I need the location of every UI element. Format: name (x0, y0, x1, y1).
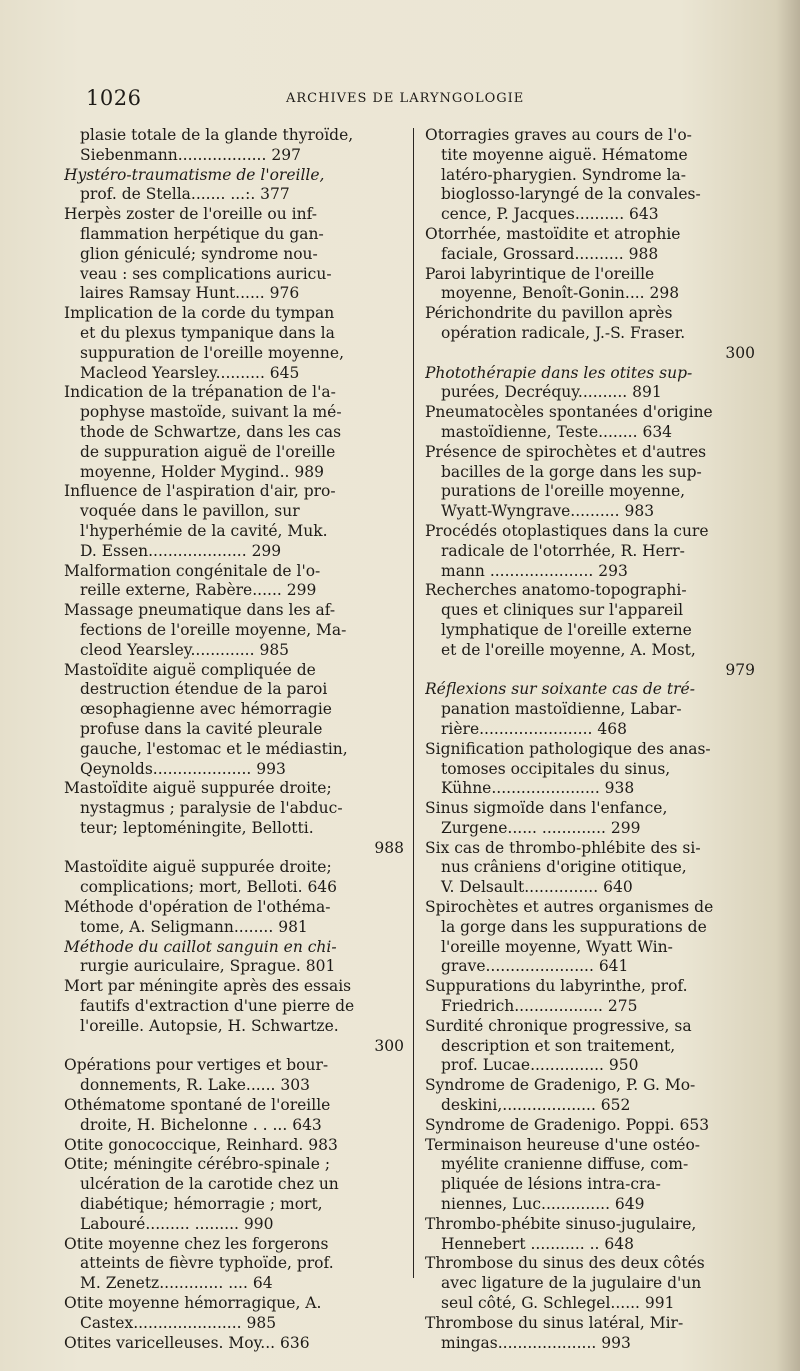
index-line: Implication de la corde du tympan (64, 304, 335, 323)
index-line: Kühne...................... 938 (441, 779, 635, 798)
index-line: droite, H. Bichelonne . . ... 643 (80, 1115, 322, 1134)
index-line: la gorge dans les suppurations de (441, 917, 707, 936)
index-line: Indication de la trépanation de l'a- (64, 383, 336, 402)
index-line: veau : ses complications auricu- (80, 264, 332, 283)
index-line: Massage pneumatique dans les af- (64, 601, 336, 620)
index-line: 988 (374, 838, 404, 857)
index-line: ulcération de la carotide chez un (80, 1175, 339, 1194)
index-line: l'oreille moyenne, Wyatt Win- (441, 937, 673, 956)
index-line: Recherches anatomo-topographi- (425, 581, 687, 600)
index-line: Otite; méningite cérébro-spinale ; (64, 1155, 331, 1174)
index-line: donnements, R. Lake...... 303 (80, 1076, 310, 1095)
index-line: œsophagienne avec hémorragie (80, 700, 332, 719)
index-line: flammation herpétique du gan- (80, 224, 324, 243)
index-line: atteints de fièvre typhoïde, prof. (80, 1254, 334, 1273)
index-line: Hennebert ........... .. 648 (441, 1234, 634, 1253)
index-line: pliquée de lésions intra-cra- (441, 1175, 661, 1194)
index-line: gauche, l'estomac et le médiastin, (80, 739, 348, 758)
index-line: Otite moyenne hémorragique, A. (64, 1294, 322, 1313)
index-line: seul côté, G. Schlegel...... 991 (441, 1294, 675, 1313)
index-line: Herpès zoster de l'oreille ou inf- (64, 205, 317, 224)
index-line: Thrombose du sinus des deux côtés (425, 1254, 705, 1273)
index-column-left (64, 126, 404, 1353)
index-line: Otorrhée, mastoïdite et atrophie (425, 224, 681, 243)
index-line: Wyatt-Wyngrave.......... 983 (441, 502, 655, 521)
index-line: description et son traitement, (441, 1036, 676, 1055)
index-line: thode de Schwartze, dans les cas (80, 422, 342, 441)
index-line: radicale de l'otorrhée, R. Herr- (441, 541, 685, 560)
index-line: Otite gonococcique, Reinhard. 983 (64, 1135, 338, 1154)
index-line: Spirochètes et autres organismes de (425, 898, 714, 917)
index-line: Zurgene...... ............. 299 (441, 818, 641, 837)
index-line: tome, A. Seligmann........ 981 (80, 917, 308, 936)
index-line: Mastoïdite aiguë suppurée droite; (64, 858, 332, 877)
index-line: cence, P. Jacques.......... 643 (441, 205, 659, 224)
page-number: 1026 (86, 86, 142, 110)
index-line: Syndrome de Gradenigo, P. G. Mo- (425, 1076, 696, 1095)
index-line: Syndrome de Gradenigo. Poppi. 653 (425, 1115, 710, 1134)
index-line: Friedrich.................. 275 (441, 997, 638, 1016)
index-line: Mastoïdite aiguë suppurée droite; (64, 779, 332, 798)
index-line: 979 (725, 660, 755, 679)
index-line: Surdité chronique progressive, sa (425, 1016, 692, 1035)
index-line: deskini,................... 652 (441, 1096, 631, 1115)
index-line: Influence de l'aspiration d'air, pro- (64, 482, 336, 501)
index-line: complications; mort, Belloti. 646 (80, 878, 338, 897)
index-line: Otite moyenne chez les forgerons (64, 1234, 329, 1253)
index-line: teur; leptoméningite, Bellotti. (80, 818, 314, 837)
index-line: Signification pathologique des anas- (425, 739, 711, 758)
index-line: Terminaison heureuse d'une ostéo- (425, 1135, 701, 1154)
index-line: Labouré......... ......... 990 (80, 1214, 274, 1233)
index-line: Méthode du caillot sanguin en chi- (64, 937, 337, 956)
index-line: prof. Lucae............... 950 (441, 1056, 639, 1075)
index-line: mann ..................... 293 (441, 561, 628, 580)
index-line: moyenne, Benoît-Gonin.... 298 (441, 284, 680, 303)
index-line: M. Zenetz............. .... 64 (80, 1274, 273, 1293)
index-line: latéro-pharygien. Syndrome la- (441, 165, 687, 184)
index-line: Othématome spontané de l'oreille (64, 1096, 331, 1115)
index-line: Thrombose du sinus latéral, Mir- (425, 1313, 684, 1332)
index-line: opération radicale, J.-S. Fraser. (441, 323, 686, 342)
index-line: nystagmus ; paralysie de l'abduc- (80, 799, 343, 818)
index-line: glion géniculé; syndrome nou- (80, 244, 318, 263)
index-line: tomoses occipitales du sinus, (441, 759, 671, 778)
index-line: Photothérapie dans les otites sup- (425, 363, 693, 382)
index-line: nus crâniens d'origine otitique, (441, 858, 687, 877)
index-line: Malformation congénitale de l'o- (64, 561, 321, 580)
index-line: lymphatique de l'oreille externe (441, 620, 692, 639)
index-line: Pneumatocèles spontanées d'origine (425, 403, 713, 422)
index-line: prof. de Stella....... ...:. 377 (80, 185, 290, 204)
index-line: cleod Yearsley............. 985 (80, 640, 290, 659)
index-line: Qeynolds.................... 993 (80, 759, 286, 778)
index-line: V. Delsault............... 640 (441, 878, 633, 897)
index-line: Procédés otoplastiques dans la cure (425, 521, 709, 540)
index-line: niennes, Luc.............. 649 (441, 1195, 645, 1214)
index-line: purées, Decréquy.......... 891 (441, 383, 662, 402)
index-line: mingas.................... 993 (441, 1333, 631, 1352)
index-line: profuse dans la cavité pleurale (80, 719, 323, 738)
index-line: et de l'oreille moyenne, A. Most, (441, 640, 696, 659)
index-line: laires Ramsay Hunt...... 976 (80, 284, 300, 303)
index-line: reille externe, Rabère...... 299 (80, 581, 317, 600)
index-line: Castex...................... 985 (80, 1313, 277, 1332)
index-line: ques et cliniques sur l'appareil (441, 601, 684, 620)
index-line: faciale, Grossard.......... 988 (441, 244, 659, 263)
running-title: ARCHIVES DE LARYNGOLOGIE (286, 91, 525, 106)
index-line: plasie totale de la glande thyroïde, (80, 126, 354, 144)
index-line: Otites varicelleuses. Moy... 636 (64, 1333, 310, 1352)
index-line: Sinus sigmoïde dans l'enfance, (425, 799, 668, 818)
index-line: Otorragies graves au cours de l'o- (425, 126, 692, 144)
index-line: moyenne, Holder Mygind.. 989 (80, 462, 324, 481)
index-line: Six cas de thrombo-phlébite des si- (425, 838, 701, 857)
index-line: suppuration de l'oreille moyenne, (80, 343, 344, 362)
index-line: rière....................... 468 (441, 719, 627, 738)
index-line: grave...................... 641 (441, 957, 629, 976)
index-line: 300 (725, 343, 755, 362)
index-line: voquée dans le pavillon, sur (80, 502, 300, 521)
index-line: rurgie auriculaire, Sprague. 801 (80, 957, 336, 976)
index-line: mastoïdienne, Teste........ 634 (441, 422, 673, 441)
index-line: l'oreille. Autopsie, H. Schwartze. (80, 1016, 339, 1035)
index-line: 300 (374, 1036, 404, 1055)
index-line: avec ligature de la jugulaire d'un (441, 1274, 702, 1293)
index-line: Présence de spirochètes et d'autres (425, 442, 707, 461)
index-line: fautifs d'extraction d'une pierre de (80, 997, 355, 1016)
index-line: Thrombo-phébite sinuso-jugulaire, (425, 1214, 697, 1233)
index-line: Méthode d'opération de l'othéma- (64, 898, 331, 917)
index-line: purations de l'oreille moyenne, (441, 482, 686, 501)
index-line: Paroi labyrintique de l'oreille (425, 264, 655, 283)
index-line: Mort par méningite après des essais (64, 977, 352, 996)
index-column-right (425, 126, 755, 1353)
index-line: Périchondrite du pavillon après (425, 304, 673, 323)
page-header (86, 86, 540, 112)
index-line: Réflexions sur soixante cas de tré- (425, 680, 695, 699)
index-line: et du plexus tympanique dans la (80, 323, 335, 342)
index-line: myélite cranienne diffuse, com- (441, 1155, 689, 1174)
index-line: Hystéro-traumatisme de l'oreille, (64, 165, 325, 184)
index-line: diabétique; hémorragie ; mort, (80, 1195, 323, 1214)
index-line: Macleod Yearsley.......... 645 (80, 363, 300, 382)
index-line: de suppuration aiguë de l'oreille (80, 442, 336, 461)
index-line: D. Essen.................... 299 (80, 541, 282, 560)
index-line: Suppurations du labyrinthe, prof. (425, 977, 688, 996)
index-line: pophyse mastoïde, suivant la mé- (80, 403, 342, 422)
index-line: Opérations pour vertiges et bour- (64, 1056, 329, 1075)
index-line: panation mastoïdienne, Labar- (441, 700, 682, 719)
index-line: fections de l'oreille moyenne, Ma- (80, 620, 347, 639)
index-line: bacilles de la gorge dans les sup- (441, 462, 702, 481)
index-line: tite moyenne aiguë. Hématome (441, 145, 688, 164)
index-line: Siebenmann.................. 297 (80, 145, 301, 164)
index-line: bioglosso-laryngé de la convales- (441, 185, 701, 204)
column-divider (413, 128, 414, 1278)
index-line: l'hyperhémie de la cavité, Muk. (80, 521, 328, 540)
index-line: destruction étendue de la paroi (80, 680, 328, 699)
index-line: Mastoïdite aiguë compliquée de (64, 660, 316, 679)
